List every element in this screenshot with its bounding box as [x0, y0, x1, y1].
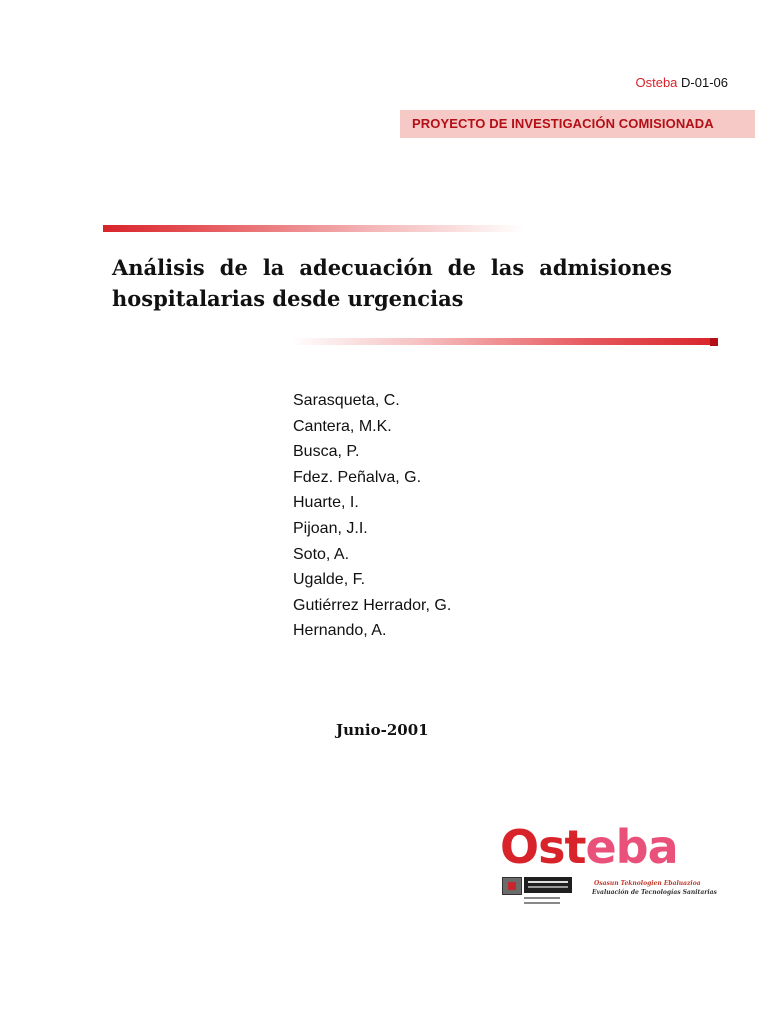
logo-tagline-spanish: Evaluación de Tecnologías Sanitarias [592, 889, 717, 896]
author-item: Hernando, A. [293, 622, 387, 640]
title-line-2: hospitalarias desde urgencias [112, 286, 464, 311]
publication-date: Junio-2001 [336, 721, 429, 739]
project-type-banner: PROYECTO DE INVESTIGACIÓN COMISIONADA [400, 110, 755, 138]
title-line-1: Análisis de la adecuación de las admisiones [112, 255, 672, 280]
author-item: Huarte, I. [293, 494, 359, 512]
osteba-logo [500, 820, 717, 910]
author-list [293, 388, 451, 644]
author-item: Fdez. Peñalva, G. [293, 468, 422, 486]
header-brand: Osteba [635, 75, 678, 90]
author-item: Pijoan, J.I. [293, 519, 368, 537]
government-sublabel [524, 897, 560, 899]
decorative-bar-bottom [290, 338, 718, 345]
author-item: Cantera, M.K. [293, 417, 392, 435]
logo-word-part1: Ost [500, 820, 586, 874]
government-label-block [524, 877, 572, 893]
author-item: Ugalde, F. [293, 571, 366, 589]
government-emblem-icon [502, 877, 522, 895]
document-code [560, 75, 728, 90]
logo-wordmark [500, 820, 678, 874]
document-title [112, 252, 672, 314]
header-doc-code: D-01-06 [681, 75, 728, 90]
logo-tagline-basque: Osasun Teknologien Ebaluazioa [594, 880, 701, 887]
author-item: Busca, P. [293, 443, 360, 461]
author-item: Gutiérrez Herrador, G. [293, 596, 452, 614]
author-item: Soto, A. [293, 545, 350, 563]
author-item: Sarasqueta, C. [293, 392, 400, 409]
logo-word-part2: eba [585, 820, 678, 874]
decorative-bar-top [103, 225, 523, 232]
